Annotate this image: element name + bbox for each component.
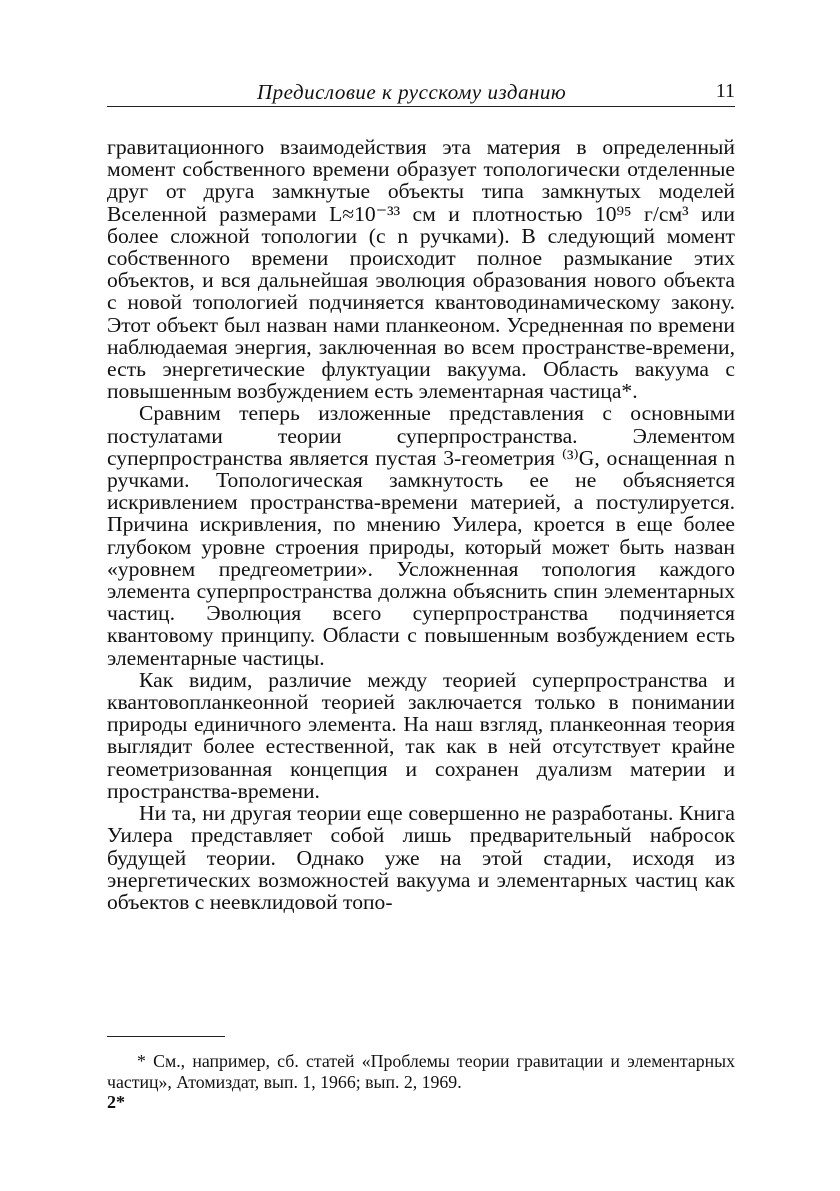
paragraph-2: Сравним теперь изложенные представления с основными постулатами теории суперпространства. Элементом суперпространства является пустая 3-геометрия ⁽³⁾G, оснащенная n ручками. Топологическая замкнутость ее не объясняется искривлением пространства-времени материей, а постулируется. Причина искривления, по мнению Уилера, кроется в еще более глубоком уровне строения природы, который может быть назван «уровнем предгеометрии». Усложненная топология каждого элемента суперпространства должна объяснить спин элементарных частиц. Эволюция всего суперпространства подчиняется квантовому принципу. Области с повышенным возбуждением есть элементарные частицы. bbox=[107, 401, 735, 670]
running-title: Предисловие к русскому изданию bbox=[257, 80, 567, 104]
body-text bbox=[107, 136, 735, 913]
page-header bbox=[107, 80, 735, 107]
signature-mark: 2* bbox=[107, 1092, 125, 1112]
page-number: 11 bbox=[715, 80, 735, 102]
paragraph-1: гравитационного взаимодействия эта материя в определенный момент собственного времени образует топологически отделенные друг от друга замкнутые объекты типа замкнутых моделей Вселенной размерами L≈10⁻³³ см и плотностью 10⁹⁵ г/см³ или более сложной топологии (с n ручками). В следующий момент собственного времени происходит полное размыкание этих объектов, и вся дальнейшая эволюция образования нового объекта с новой топологией подчиняется квантоводинамическому закону. Этот объект был назван нами планкеоном. Усредненная по времени наблюдаемая энергия, заключенная во всем пространстве-времени, есть энергетические флуктуации вакуума. Область вакуума с повышенным возбуждением есть элементарная частица*. bbox=[107, 135, 735, 404]
paragraph-4: Ни та, ни другая теории еще совершенно не разработаны. Книга Уилера представляет собой лишь предварительный набросок будущей теории. Однако уже на этой стадии, исходя из энергетических возможностей вакуума и элементарных частиц как объектов с неевклидовой топо- bbox=[107, 801, 735, 914]
paragraph-3: Как видим, различие между теорией суперпространства и квантовопланкеонной теорией заключается только в понимании природы единичного элемента. На наш взгляд, планкеонная теория выглядит более естественной, так как в ней отсутствует крайне геометризованная концепция и сохранен дуализм материи и пространства-времени. bbox=[107, 667, 735, 803]
footnote: * См., например, сб. статей «Проблемы теории гравитации и элементарных частиц», Атомиздат, вып. 1, 1966; вып. 2, 1969. bbox=[107, 1051, 735, 1092]
footnote-divider bbox=[107, 1036, 225, 1037]
